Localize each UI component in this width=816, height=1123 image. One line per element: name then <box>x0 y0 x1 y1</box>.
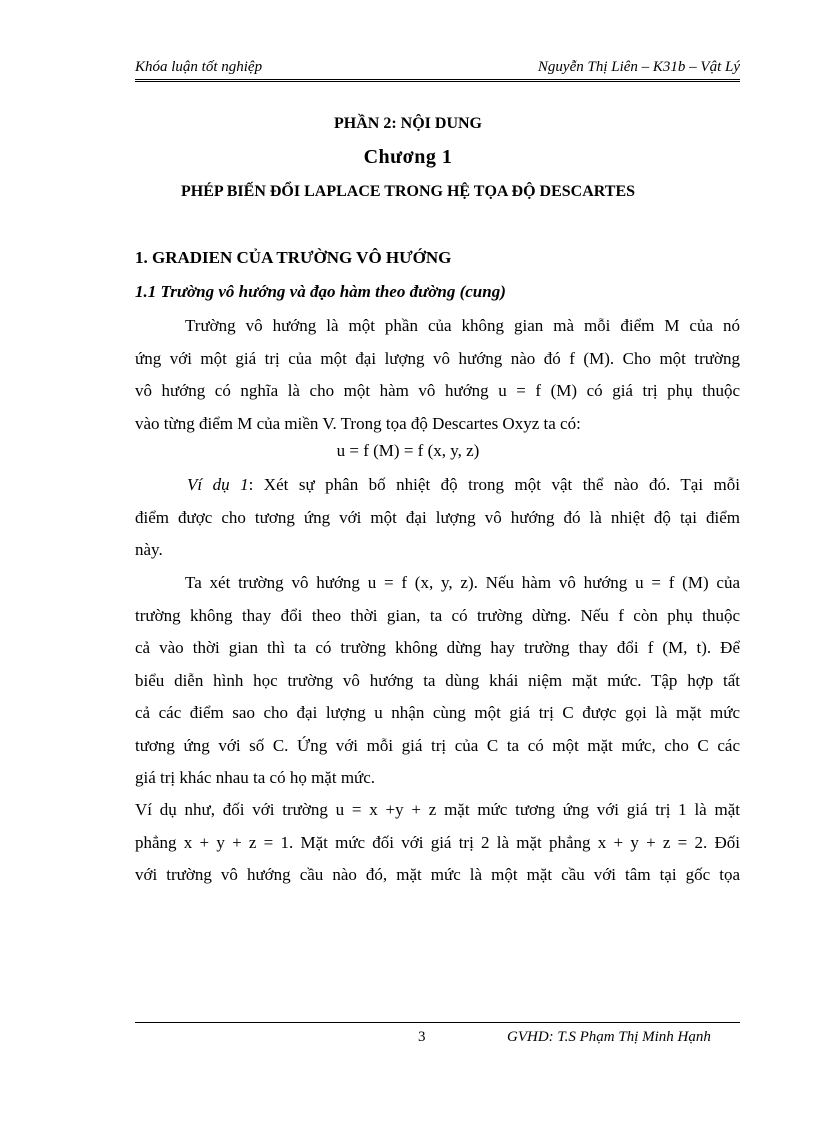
paragraph-2-line: trường không thay đổi theo thời gian, ta có trường dừng. Nếu f còn phụ thuộc <box>135 605 740 625</box>
formula: u = f (M) = f (x, y, z) <box>336 441 480 460</box>
example-1-text: : Xét sự phân bố nhiệt độ trong một vật thể nào đó. Tại mỗi <box>248 475 741 494</box>
paragraph-2-line: tương ứng với số C. Ứng với mỗi giá trị của C ta có một mặt mức, cho C các <box>135 735 740 755</box>
paragraph-2-line: cả các điểm sao cho đại lượng u nhận cùng một giá trị C được gọi là mặt mức <box>135 703 740 722</box>
page-header <box>135 59 740 81</box>
paragraph-1 <box>135 310 740 440</box>
header-divider <box>135 79 740 82</box>
footer-advisor: GVHD: T.S Phạm Thị Minh Hạnh <box>507 1029 711 1045</box>
header-author: Nguyễn Thị Liên – K31b – Vật Lý <box>537 59 740 75</box>
chapter-subtitle: PHÉP BIẾN ĐỔI LAPLACE TRONG HỆ TỌA ĐỘ DESCARTES <box>180 183 636 200</box>
paragraph-2 <box>135 567 740 795</box>
paragraph-2-line: giá trị khác nhau ta có họ mặt mức. <box>135 768 376 787</box>
paragraph-1-line: Trường vô hướng là một phần của không gian mà mỗi điểm M của nó <box>185 316 740 335</box>
paragraph-3-line: phẳng x + y + z = 1. Mặt mức đối với giá trị 2 là mặt phẳng x + y + z = 2. Đối <box>135 832 740 852</box>
paragraph-1-line: vô hướng có nghĩa là cho một hàm vô hướng u = f (M) có giá trị phụ thuộc <box>135 381 740 400</box>
paragraph-2-line: Ta xét trường vô hướng u = f (x, y, z). Nếu hàm vô hướng u = f (M) của <box>185 573 740 592</box>
subsection-heading: 1.1 Trường vô hướng và đạo hàm theo đường (cung) <box>135 282 506 301</box>
part-title: PHẦN 2: NỘI DUNG <box>334 115 482 132</box>
paragraph-2-line: biểu diễn hình học trường vô hướng ta dùng khái niệm mặt mức. Tập hợp tất <box>135 670 740 690</box>
paragraph-3-line: Ví dụ như, đối với trường u = x +y + z mặt mức tương ứng với giá trị 1 là mặt <box>135 800 740 819</box>
example-1-label: Ví dụ 1 <box>187 475 249 494</box>
header-thesis-label: Khóa luận tốt nghiệp <box>135 59 263 75</box>
footer-divider <box>135 1022 740 1023</box>
example-1-line: điểm được cho tương ứng với một đại lượng vô hướng đó là nhiệt độ tại điểm <box>135 507 740 527</box>
section-heading: 1. GRADIEN CỦA TRƯỜNG VÔ HƯỚNG <box>135 248 452 267</box>
example-1-line <box>135 469 740 502</box>
example-1-line: này. <box>135 540 163 559</box>
paragraph-2-line: cả vào thời gian thì ta có trường không dừng hay trường thay đổi f (M, t). Để <box>135 638 740 657</box>
example-1 <box>135 469 740 567</box>
paragraph-1-line: vào từng điểm M của miền V. Trong tọa độ Descartes Oxyz ta có: <box>135 413 581 433</box>
chapter-title: Chương 1 <box>363 146 453 168</box>
page-number: 3 <box>418 1029 426 1045</box>
paragraph-1-line: ứng với một giá trị của một đại lượng vô hướng nào đó f (M). Cho một trường <box>135 348 740 368</box>
paragraph-3-line: với trường vô hướng cầu nào đó, mặt mức là một mặt cầu với tâm tại gốc tọa <box>135 865 740 884</box>
paragraph-3 <box>135 794 740 892</box>
